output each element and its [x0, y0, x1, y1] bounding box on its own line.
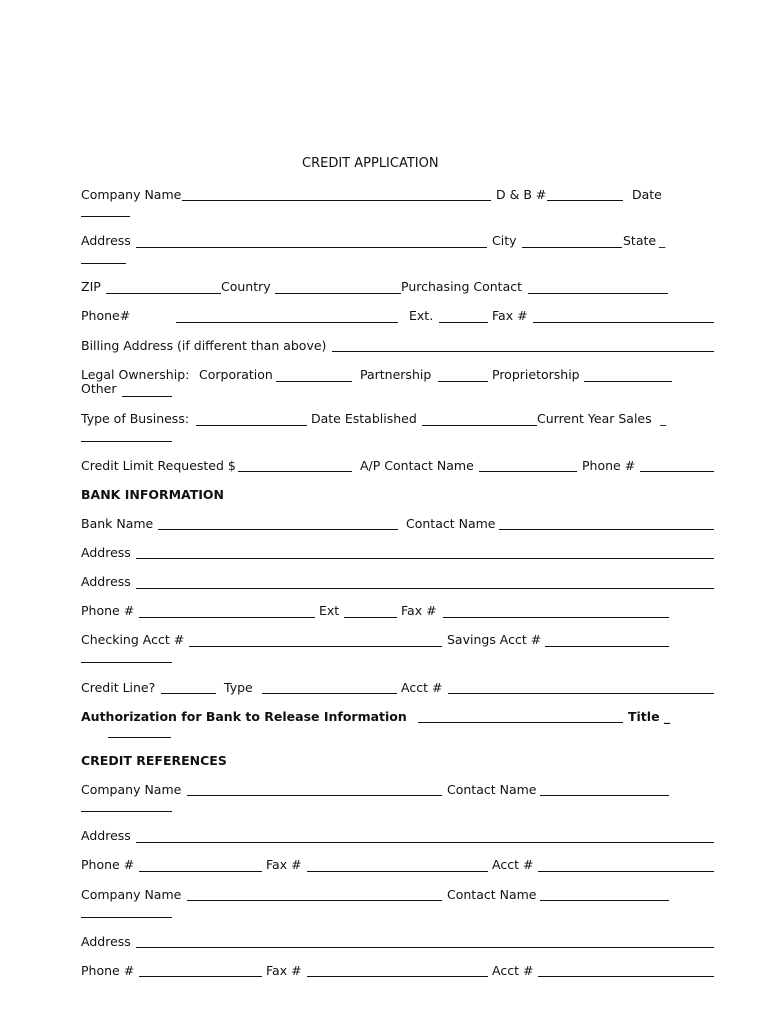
billing-address-label: Billing Address (if different than above): [81, 338, 327, 353]
ext-label: Ext.: [409, 308, 434, 323]
bank-address1-field[interactable]: [136, 558, 714, 559]
company-name-label: Company Name: [81, 187, 182, 202]
bank-contact-field[interactable]: [499, 529, 714, 530]
bank-type-label: Type: [224, 680, 253, 695]
ref1-phone-label: Phone #: [81, 857, 135, 872]
partnership-field[interactable]: [438, 381, 488, 382]
auth-title-label: Title: [628, 709, 660, 724]
bank-address1-label: Address: [81, 545, 131, 560]
other-label: Other: [81, 381, 117, 396]
bank-type-field[interactable]: [262, 693, 397, 694]
type-of-business-label: Type of Business:: [81, 411, 190, 426]
city-label: City: [492, 233, 517, 248]
state-field[interactable]: [81, 263, 126, 264]
credit-line-field[interactable]: [161, 693, 216, 694]
date-field[interactable]: [81, 216, 130, 217]
type-of-business-field[interactable]: [196, 425, 307, 426]
bank-address2-label: Address: [81, 574, 131, 589]
billing-address-field[interactable]: [332, 351, 714, 352]
ref2-phone-field[interactable]: [139, 976, 262, 977]
ref1-contact-label: Contact Name: [447, 782, 537, 797]
credit-limit-label: Credit Limit Requested $: [81, 458, 236, 473]
ap-phone-field[interactable]: [640, 471, 714, 472]
ref1-contact-field[interactable]: [540, 795, 669, 796]
ref1-phone-field[interactable]: [139, 871, 262, 872]
phone-label: Phone#: [81, 308, 131, 323]
bank-name-field[interactable]: [158, 529, 398, 530]
ref1-company-label: Company Name: [81, 782, 182, 797]
date-established-label: Date Established: [311, 411, 417, 426]
ref1-fax-field[interactable]: [307, 871, 488, 872]
zip-field[interactable]: [106, 293, 221, 294]
bank-heading: BANK INFORMATION: [81, 487, 225, 502]
authorization-field[interactable]: [418, 722, 623, 723]
fax-label: Fax #: [492, 308, 528, 323]
proprietorship-label: Proprietorship: [492, 367, 580, 382]
ref2-company-field[interactable]: [187, 900, 442, 901]
bank-name-label: Bank Name: [81, 516, 154, 531]
bank-fax-label: Fax #: [401, 603, 437, 618]
auth-title-field[interactable]: [108, 737, 171, 738]
ref2-acct-label: Acct #: [492, 963, 534, 978]
city-field[interactable]: [522, 247, 622, 248]
ref1-address-label: Address: [81, 828, 131, 843]
country-label: Country: [221, 279, 271, 294]
current-year-sales-label: Current Year Sales: [537, 411, 652, 426]
checking-label: Checking Acct #: [81, 632, 185, 647]
page-title: CREDIT APPLICATION: [302, 156, 439, 171]
savings-field-cont[interactable]: [81, 662, 172, 663]
auth-title-tail: _: [664, 709, 671, 724]
ref2-phone-label: Phone #: [81, 963, 135, 978]
bank-ext-label: Ext: [319, 603, 340, 618]
ref2-contact-field-cont[interactable]: [81, 917, 172, 918]
date-label: Date: [632, 187, 662, 202]
ext-field[interactable]: [439, 322, 488, 323]
ref1-acct-label: Acct #: [492, 857, 534, 872]
references-heading: CREDIT REFERENCES: [81, 753, 227, 768]
state-label: State: [623, 233, 657, 248]
partnership-label: Partnership: [360, 367, 432, 382]
ref1-contact-field-cont[interactable]: [81, 811, 172, 812]
zip-label: ZIP: [81, 279, 101, 294]
purchasing-contact-field[interactable]: [528, 293, 668, 294]
address-field[interactable]: [136, 247, 487, 248]
company-name-field[interactable]: [182, 200, 491, 201]
address-label: Address: [81, 233, 131, 248]
ref1-company-field[interactable]: [187, 795, 442, 796]
bank-acct-label: Acct #: [401, 680, 443, 695]
dnb-label: D & B #: [496, 187, 547, 202]
ref1-address-field[interactable]: [136, 842, 714, 843]
bank-phone-label: Phone #: [81, 603, 135, 618]
ref2-fax-field[interactable]: [307, 976, 488, 977]
bank-acct-field[interactable]: [448, 693, 714, 694]
ref2-contact-field[interactable]: [540, 900, 669, 901]
phone-field[interactable]: [176, 322, 398, 323]
sales-tail: _: [660, 411, 667, 426]
date-established-field[interactable]: [422, 425, 537, 426]
bank-address2-field[interactable]: [136, 588, 714, 589]
savings-label: Savings Acct #: [447, 632, 542, 647]
bank-contact-label: Contact Name: [406, 516, 496, 531]
state-tail: _: [659, 233, 666, 248]
ap-contact-label: A/P Contact Name: [360, 458, 474, 473]
legal-ownership-label: Legal Ownership:: [81, 367, 190, 382]
ref2-address-field[interactable]: [136, 947, 714, 948]
corporation-label: Corporation: [199, 367, 273, 382]
ref2-company-label: Company Name: [81, 887, 182, 902]
proprietorship-field[interactable]: [584, 381, 672, 382]
ref1-fax-label: Fax #: [266, 857, 302, 872]
fax-field[interactable]: [533, 322, 714, 323]
ref2-acct-field[interactable]: [538, 976, 714, 977]
authorization-label: Authorization for Bank to Release Information: [81, 709, 407, 724]
ap-contact-field[interactable]: [479, 471, 577, 472]
ap-phone-label: Phone #: [582, 458, 636, 473]
ref2-fax-label: Fax #: [266, 963, 302, 978]
bank-ext-field[interactable]: [344, 617, 397, 618]
current-year-sales-field[interactable]: [81, 441, 172, 442]
ref2-address-label: Address: [81, 934, 131, 949]
ref2-contact-label: Contact Name: [447, 887, 537, 902]
savings-field[interactable]: [545, 646, 669, 647]
credit-line-label: Credit Line?: [81, 680, 156, 695]
country-field[interactable]: [275, 293, 401, 294]
credit-limit-field[interactable]: [238, 471, 352, 472]
dnb-field[interactable]: [547, 200, 623, 201]
corporation-field[interactable]: [276, 381, 352, 382]
other-field[interactable]: [122, 396, 172, 397]
bank-fax-field[interactable]: [443, 617, 669, 618]
purchasing-contact-label: Purchasing Contact: [401, 279, 523, 294]
bank-phone-field[interactable]: [139, 617, 315, 618]
ref1-acct-field[interactable]: [538, 871, 714, 872]
checking-field[interactable]: [189, 646, 442, 647]
